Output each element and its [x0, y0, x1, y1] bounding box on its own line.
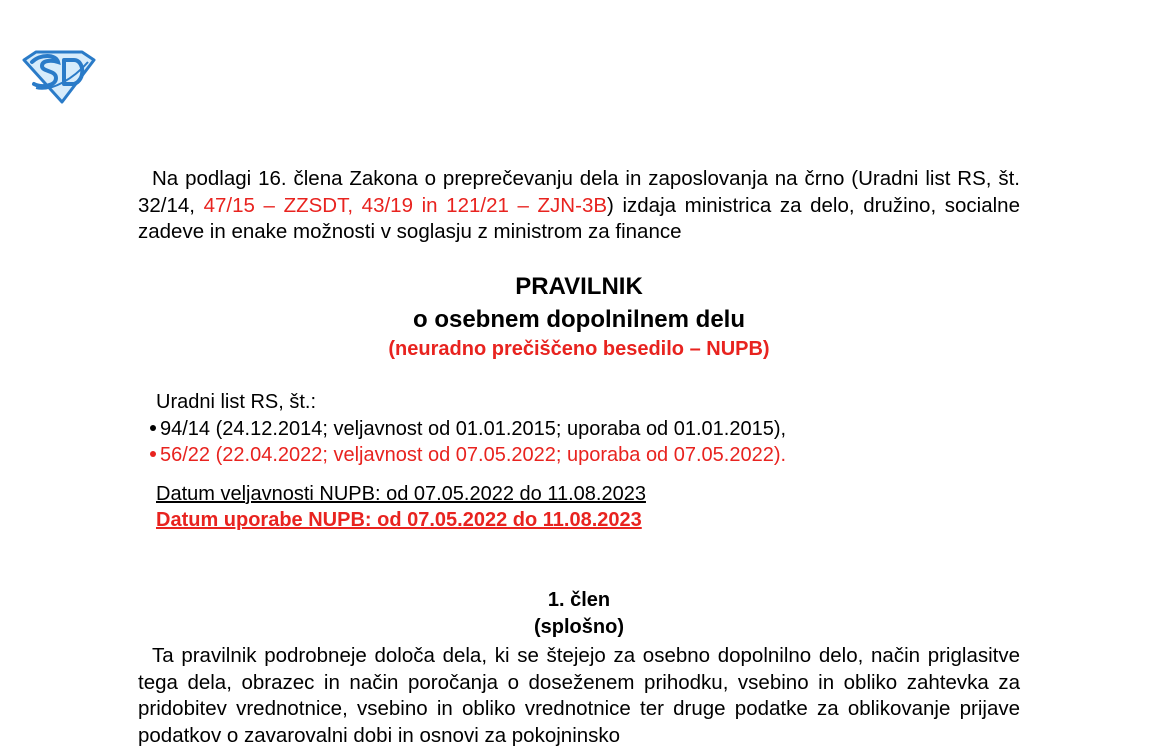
gazette-label: Uradni list RS, št.: [156, 391, 317, 413]
application-date-line: Datum uporabe NUPB: od 07.05.2022 do 11.08.2023 [156, 509, 642, 531]
intro-text-after: ) izdaja ministrica za delo, družino, socialne zadeve in enake možnosti v soglasju z ministrom za finance [138, 193, 1020, 243]
gazette-item [150, 418, 786, 441]
article-subtitle: (splošno) [534, 616, 624, 638]
gazette-item-text: 56/22 (22.04.2022; veljavnost od 07.05.2022; uporaba od 07.05.2022). [160, 444, 787, 466]
gazette-item [150, 444, 786, 467]
document-note: (neuradno prečiščeno besedilo – NUPB) [388, 338, 770, 360]
gazette-item-text: 94/14 (24.12.2014; veljavnost od 01.01.2015; uporaba od 01.01.2015), [160, 418, 787, 440]
article-body-text: Ta pravilnik podrobneje določa dela, ki se štejejo za osebno dopolnilno delo, način priglasitve tega dela, obrazec in način poročanja o doseženem prihodku, vsebino in obliko zahtevka za pridobitev vrednotnice, vsebino in obliko vrednotnice ter druge podatke za oblikovanje prijave podatkov o zavarovalni dobi in osnovi za pokojninsko [138, 644, 1020, 747]
article-title: 1. člen [547, 589, 611, 611]
intro-paragraph [138, 166, 1020, 246]
shield-logo-icon [22, 48, 96, 104]
bullet-icon [150, 451, 156, 457]
document-subtitle: o osebnem dopolnilnem delu [412, 306, 745, 333]
intro-amendments: 47/15 – ZZSDT, 43/19 in 121/21 – ZJN-3B [203, 193, 608, 217]
validity-date-line: Datum veljavnosti NUPB: od 07.05.2022 do 11.08.2023 [156, 483, 646, 505]
intro-text-before: Na podlagi 16. člena Zakona o preprečevanju dela in zaposlovanja na črno (Uradni list RS, št. 32/14, [138, 167, 1020, 217]
bullet-icon [150, 425, 156, 431]
article-body [138, 643, 1020, 749]
document-title: PRAVILNIK [515, 273, 643, 300]
